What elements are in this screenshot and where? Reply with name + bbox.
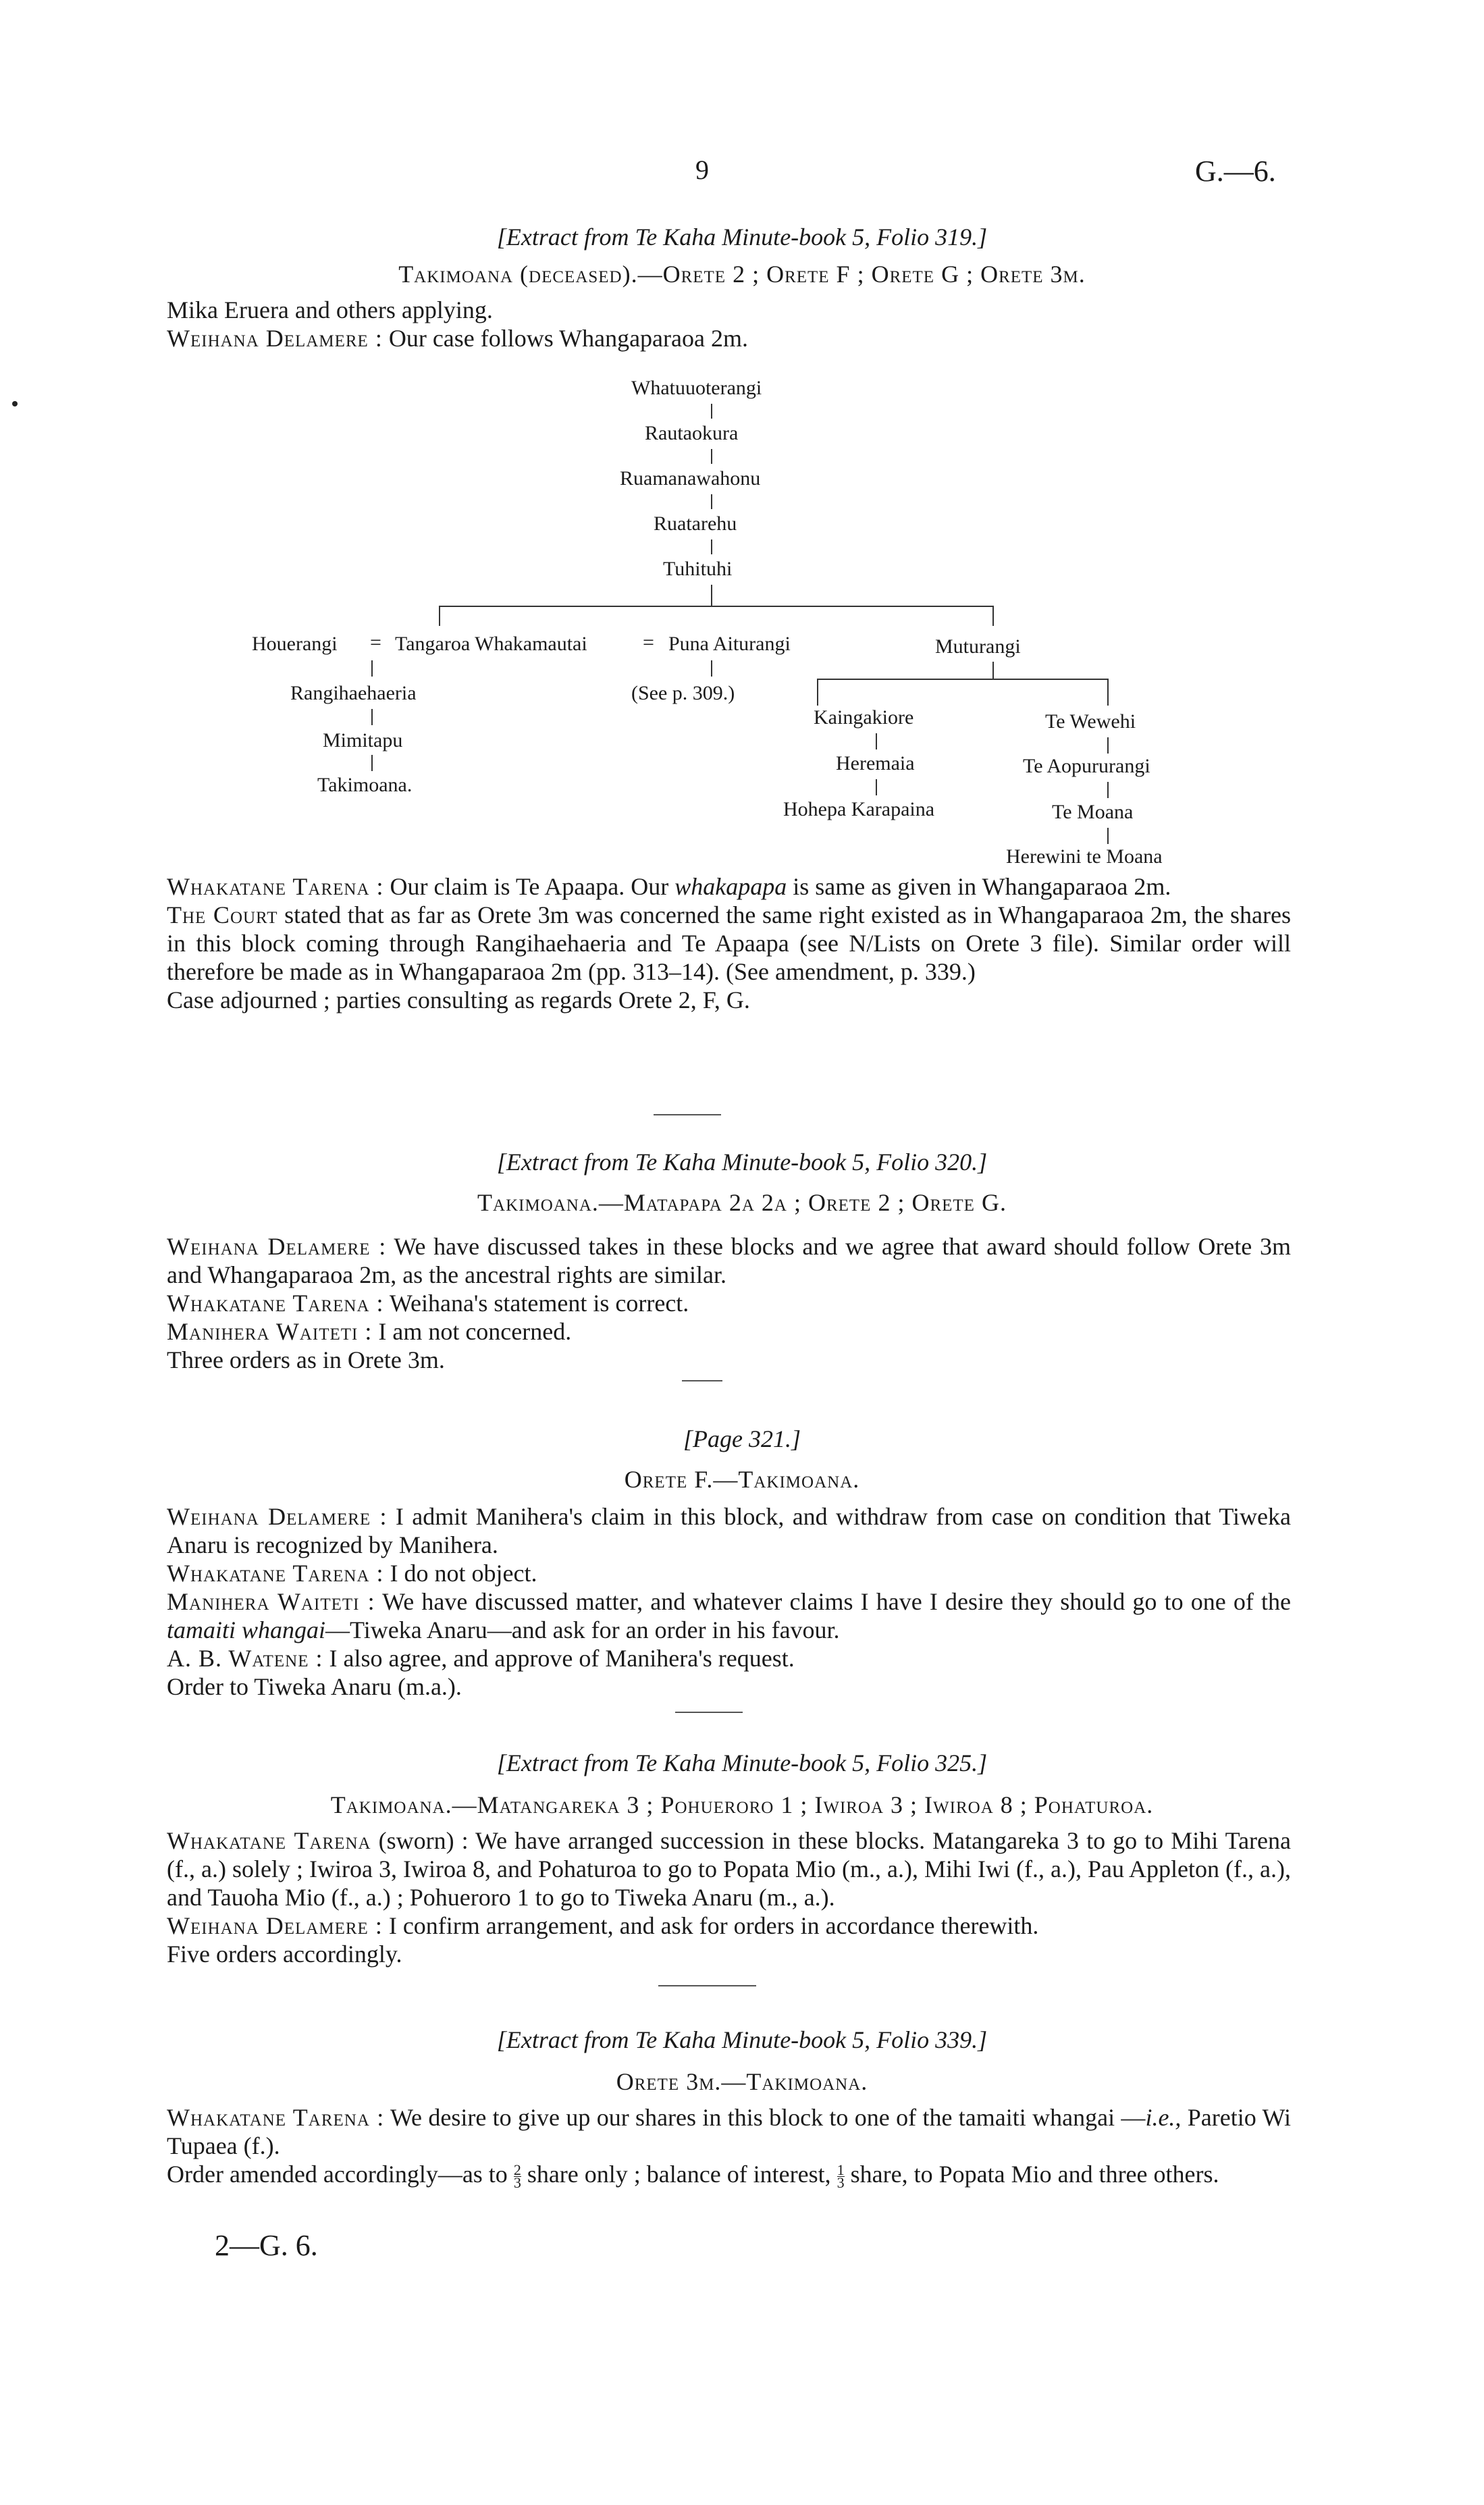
genealogy-name: Tuhituhi [663, 558, 733, 580]
speaker-name: Weihana Delamere : [167, 325, 383, 352]
paragraph-block [116, 2103, 1291, 2192]
statement-text: I admit Manihera's claim in this block, and withdraw from case on condition that Tiweka Anaru is recognized by Manihera. [167, 1503, 1291, 1558]
document-ref: G.—6. [1195, 155, 1276, 188]
speaker-name: Whakatane Tarena : [167, 2104, 385, 2131]
genealogy-name: Whatuuoterangi [631, 377, 762, 399]
speaker-name: Weihana Delamere : [167, 1912, 383, 1939]
genealogy-name: Muturangi [935, 635, 1021, 658]
statement-text: share only ; balance of interest, [527, 2161, 831, 2188]
marriage-sign: = [643, 631, 654, 654]
genealogy-name: Rangihaehaeria [290, 682, 417, 704]
genealogy-name: Ruamanawahonu [620, 467, 761, 490]
paragraph-block [116, 1502, 1291, 1701]
extract-heading-320: [Extract from Te Kaha Minute-book 5, Folio 320.] [496, 1149, 988, 1176]
section-title-321: Orete F.—Takimoana. [624, 1466, 860, 1493]
paragraph-block [116, 872, 1291, 1014]
applicants-line: Mika Eruera and others applying. [167, 296, 493, 323]
genealogy-name: Houerangi [252, 633, 338, 655]
statement-text: stated that as far as Orete 3m was concerned the same right existed as in Whangaparaoa 2m, the shares in this block coming through Rangihaehaeria and Te Apaapa (see N/Lists on Orete 3 file). Similar order will therefore be made as in Whangaparaoa 2m (pp. 313–14). (See amendment, p. 339.) [167, 901, 1291, 985]
genealogy-name: Herewini te Moana [1006, 845, 1163, 868]
genealogy-name: Ruatarehu [654, 512, 737, 535]
statement-text: I confirm arrangement, and ask for orders in accordance therewith. [388, 1912, 1039, 1939]
fraction-two-thirds: $\frac{2}{3}$ [513, 2161, 521, 2192]
statement-text: We have discussed takes in these blocks and we agree that award should follow Orete 3m and Whangaparaoa 2m, as the ancestral rights are similar. [167, 1233, 1291, 1288]
italic-term: i.e., [1145, 2104, 1182, 2131]
speaker-name: Whakatane Tarena [167, 1827, 371, 1854]
italic-term: tamaiti whangai [167, 1616, 326, 1643]
genealogy-name: Hohepa Karapaina [783, 798, 935, 820]
statement-text: We desire to give up our shares in this block to one of the tamaiti whangai — [390, 2104, 1146, 2131]
statement-text: Paretio Wi Tupaea (f.). [167, 2104, 1291, 2159]
genealogy-name: Te Aopururangi [1023, 755, 1150, 777]
speaker-name: Manihera Waiteti : [167, 1588, 375, 1615]
genealogy-name: Tangaroa Whakamautai [395, 633, 587, 655]
statement-text: Three orders as in Orete 3m. [167, 1346, 445, 1373]
speaker-name: Manihera Waiteti : [167, 1318, 373, 1345]
statement-text: is same as given in Whangaparaoa 2m. [793, 873, 1171, 900]
section-title-320: Takimoana.—Matapapa 2a 2a ; Orete 2 ; Orete G. [477, 1189, 1007, 1216]
statement-text: share, to Popata Mio and three others. [850, 2161, 1219, 2188]
page-number: 9 [695, 155, 709, 185]
marriage-sign: = [370, 631, 381, 654]
speaker-name: Whakatane Tarena : [167, 873, 384, 900]
statement-text: —Tiweka Anaru—and ask for an order in his favour. [325, 1616, 840, 1643]
speaker-name: Whakatane Tarena : [167, 1560, 384, 1587]
paragraph [116, 296, 1291, 352]
statement-text: I also agree, and approve of Manihera's request. [329, 1645, 795, 1672]
section-title-325: Takimoana.—Matangareka 3 ; Pohueroro 1 ; Iwiroa 3 ; Iwiroa 8 ; Pohaturoa. [330, 1791, 1154, 1818]
speaker-name: Weihana Delamere : [167, 1233, 387, 1260]
statement-text: Our case follows Whangaparaoa 2m. [388, 325, 748, 352]
statement-text: I do not object. [390, 1560, 537, 1587]
statement-text: We have discussed matter, and whatever claims I have I desire they should go to one of the [382, 1588, 1291, 1615]
section-divider [682, 1380, 722, 1381]
margin-mark [12, 401, 18, 406]
genealogy-name: Te Moana [1052, 801, 1134, 823]
genealogy-name: Puna Aiturangi [668, 633, 791, 655]
speaker-name: Weihana Delamere : [167, 1503, 388, 1530]
genealogy-name: Kaingakiore [814, 706, 914, 729]
section-divider [654, 1114, 721, 1115]
section-divider [658, 1985, 756, 1986]
extract-heading-339: [Extract from Te Kaha Minute-book 5, Folio 339.] [496, 2026, 988, 2053]
statement-text: (sworn) : We have arranged succession in these blocks. Matangareka 3 to go to Mihi Tarena (f., a.) solely ; Iwiroa 3, Iwiroa 8, and Pohaturoa to go to Popata Mio (m., a.), Mihi Iwi (f., a.), Pau Appleton (f., a.), and Tauoha Mio (f., a.) ; Pohueroro 1 to go to Tiweka Anaru (m., a.). [167, 1827, 1292, 1911]
speaker-name: Whakatane Tarena : [167, 1290, 384, 1317]
extract-heading-325: [Extract from Te Kaha Minute-book 5, Folio 325.] [496, 1749, 988, 1776]
extract-heading-321: [Page 321.] [683, 1425, 801, 1452]
genealogy-name: Heremaia [836, 752, 915, 774]
page-footer: 2—G. 6. [215, 2229, 318, 2262]
statement-text: Our claim is Te Apaapa. Our [390, 873, 669, 900]
extract-heading-319: [Extract from Te Kaha Minute-book 5, Folio 319.] [496, 223, 988, 250]
statement-text: Case adjourned ; parties consulting as regards Orete 2, F, G. [167, 986, 750, 1013]
paragraph-block [116, 1232, 1291, 1374]
section-title-319: Takimoana (deceased).—Orete 2 ; Orete F ; Orete G ; Orete 3m. [398, 261, 1086, 288]
section-title-339: Orete 3m.—Takimoana. [616, 2068, 868, 2095]
genealogy-name: Mimitapu [323, 729, 403, 751]
fraction-one-third: $\frac{1}{3}$ [837, 2161, 845, 2192]
statement-text: Order amended accordingly—as to [167, 2161, 508, 2188]
paragraph-block [116, 1826, 1291, 1968]
genealogy-name: Te Wewehi [1045, 710, 1136, 733]
statement-text: Order to Tiweka Anaru (m.a.). [167, 1673, 462, 1700]
genealogy-name: Takimoana. [317, 774, 413, 796]
statement-text: I am not concerned. [378, 1318, 572, 1345]
statement-text: Five orders accordingly. [167, 1941, 402, 1968]
speaker-name: The Court [167, 901, 278, 928]
italic-term: whakapapa [674, 873, 787, 900]
statement-text: Weihana's statement is correct. [389, 1290, 689, 1317]
genealogy-name: Rautaokura [645, 422, 739, 444]
speaker-name: A. B. Watene : [167, 1645, 323, 1672]
section-divider [675, 1712, 743, 1713]
genealogy-reference: (See p. 309.) [631, 682, 735, 704]
